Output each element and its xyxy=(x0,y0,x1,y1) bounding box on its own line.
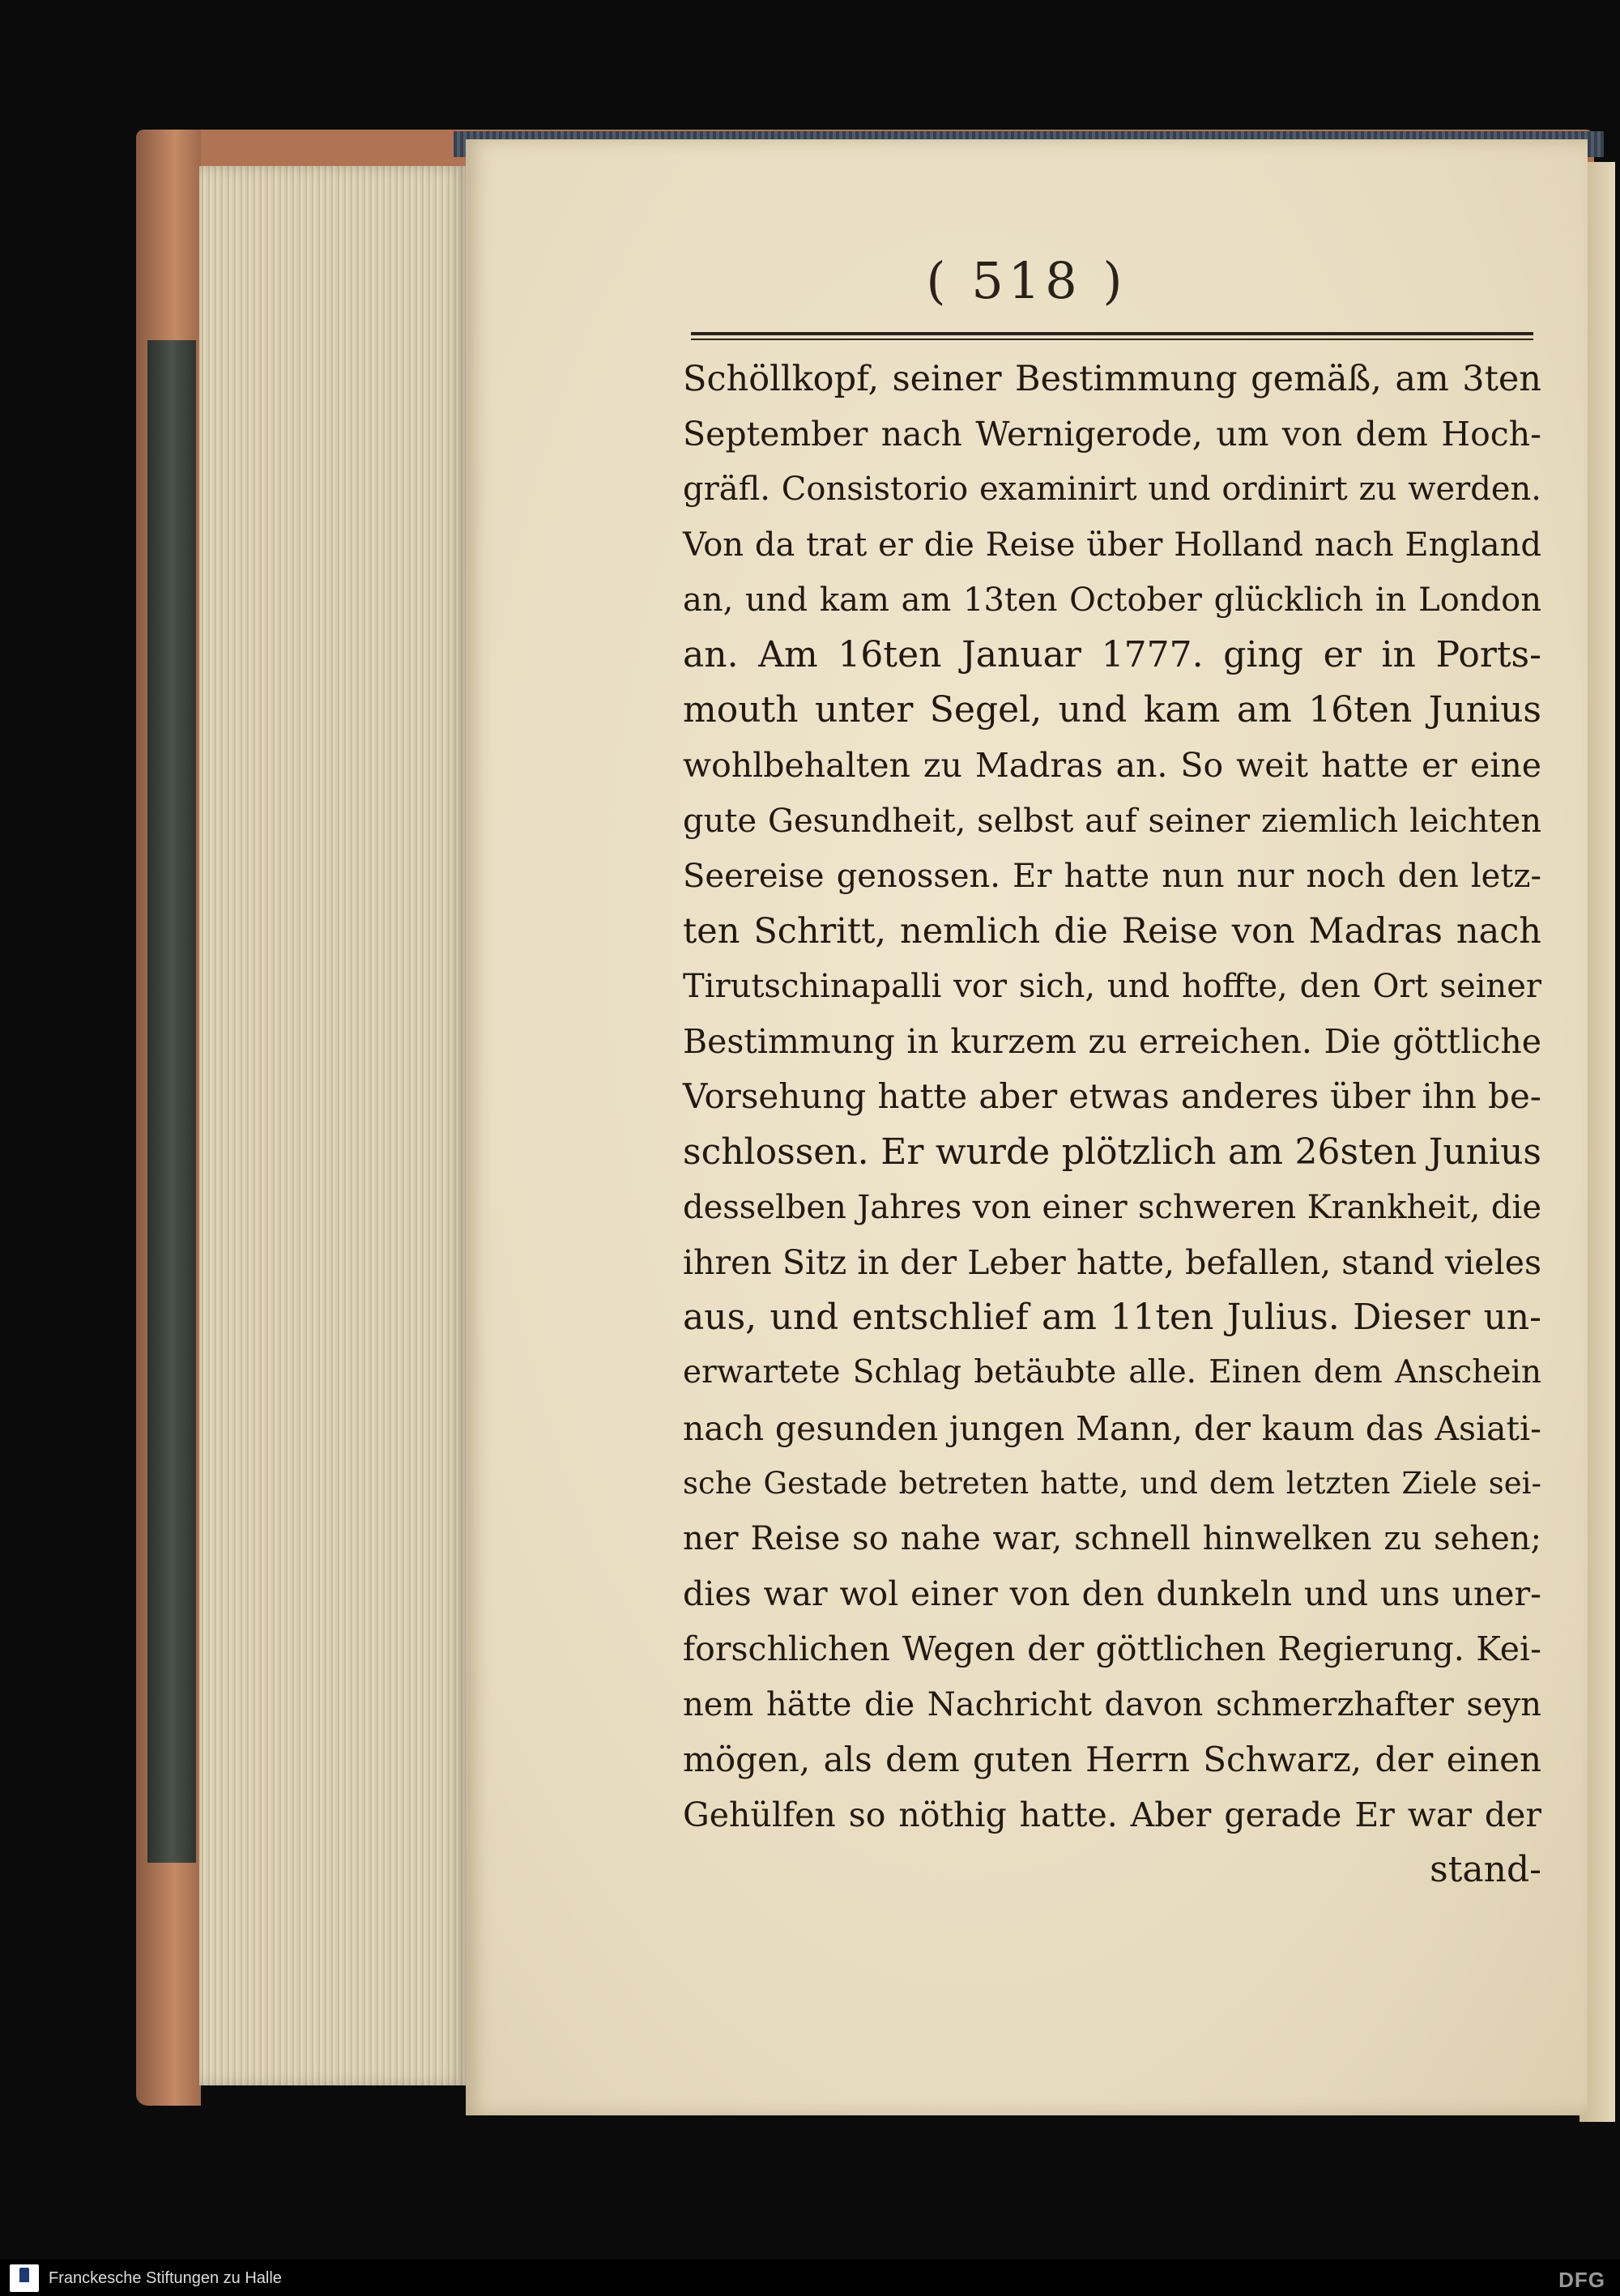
text-line: nach gesunden jungen Mann, der kaum das Asiati- xyxy=(683,1408,1541,1448)
text-line: mögen, als dem guten Herrn Schwarz, der einen xyxy=(683,1739,1541,1779)
text-line: September nach Wernigerode, um von dem Hoch- xyxy=(683,415,1541,454)
page-number-header: ( 518 ) xyxy=(926,251,1128,310)
text-line: dies war wol einer von den dunkeln und uns uner- xyxy=(683,1574,1541,1614)
text-line: Tirutschinapalli vor sich, und hoffte, den Ort seiner xyxy=(683,968,1541,1006)
text-line: erwartete Schlag betäubte alle. Einen dem Anschein xyxy=(683,1354,1541,1391)
dfg-badge: DFG xyxy=(1558,2268,1605,2292)
text-line: an. Am 16ten Januar 1777. ging er in Ports- xyxy=(683,633,1541,675)
text-line: ner Reise so nahe war, schnell hinwelken zu sehen; xyxy=(683,1519,1541,1557)
institution-logo-icon xyxy=(10,2264,39,2292)
text-line: wohlbehalten zu Madras an. So weit hatte er eine xyxy=(683,746,1541,786)
text-line: ihren Sitz in der Leber hatte, befallen, stand vieles xyxy=(683,1243,1541,1282)
text-line: sche Gestade betreten hatte, und dem letzten Ziele sei- xyxy=(683,1465,1541,1501)
text-line: Bestimmung in kurzem zu erreichen. Die göttliche xyxy=(683,1022,1541,1062)
text-line: Vorsehung hatte aber etwas anderes über ihn be- xyxy=(683,1076,1541,1117)
text-line: aus, und entschlief am 11ten Julius. Dieser un- xyxy=(683,1297,1541,1339)
text-line: gute Gesundheit, selbst auf seiner ziemlich leichten xyxy=(683,802,1541,840)
page-edges xyxy=(199,166,467,2085)
text-line: Schöllkopf, seiner Bestimmung gemäß, am 3ten xyxy=(683,359,1541,399)
text-line: an, und kam am 13ten October glücklich in London xyxy=(683,581,1541,619)
institution-name: Franckesche Stiftungen zu Halle xyxy=(49,2269,282,2287)
text-line: schlossen. Er wurde plötzlich am 26sten Junius xyxy=(683,1131,1541,1173)
text-line: mouth unter Segel, und kam am 16ten Junius xyxy=(683,689,1541,731)
text-line: Seereise genossen. Er hatte nun nur noch den letz- xyxy=(683,857,1541,895)
text-line: gräfl. Consistorio examinirt und ordinirt zu werden. xyxy=(683,471,1541,509)
book-cover-cloth xyxy=(147,340,196,1863)
text-line: Von da trat er die Reise über Holland nach England xyxy=(683,526,1541,564)
text-line: forschlichen Wegen der göttlichen Regierung. Kei- xyxy=(683,1629,1541,1669)
header-rule xyxy=(691,332,1533,340)
text-line: desselben Jahres von einer schweren Krankheit, die xyxy=(683,1188,1541,1226)
catchword: stand- xyxy=(1430,1849,1541,1891)
book-page xyxy=(466,139,1588,2115)
text-line: Gehülfen so nöthig hatte. Aber gerade Er war der xyxy=(683,1795,1541,1834)
page-body-text xyxy=(683,351,1541,1898)
text-line: nem hätte die Nachricht davon schmerzhafter seyn xyxy=(683,1685,1541,1723)
text-line: ten Schritt, nemlich die Reise von Madras nach xyxy=(683,910,1541,952)
